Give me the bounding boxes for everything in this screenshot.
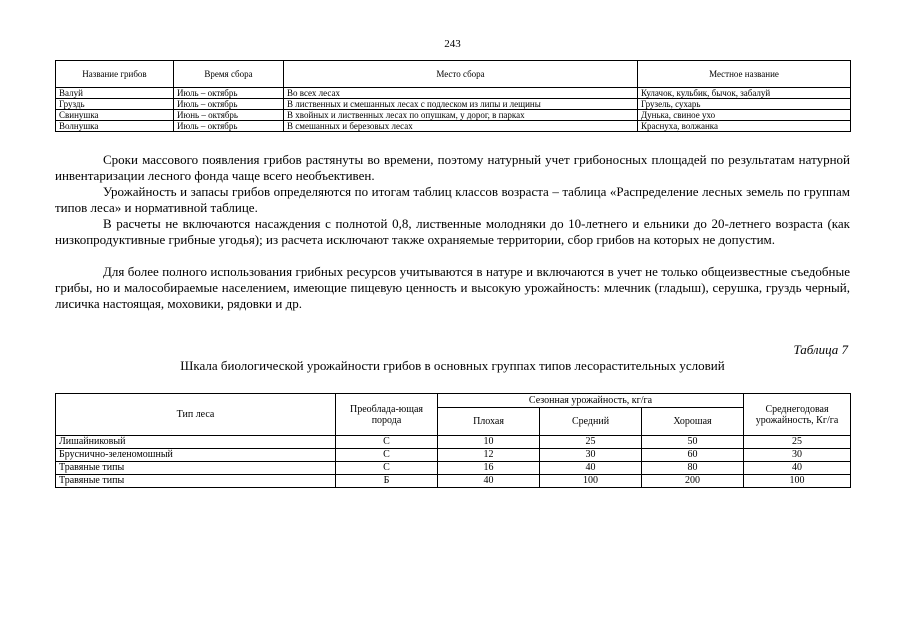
table-header-row: [56, 61, 851, 88]
header-medium: Средний: [540, 408, 642, 436]
cell: Июль – октябрь: [174, 121, 284, 132]
header-collection-place: Место сбора: [284, 61, 638, 88]
cell: 25: [744, 436, 851, 449]
table-header-row: [56, 394, 851, 408]
table-title: Шкала биологической урожайности грибов в основных группах типов лесорастительных условий: [180, 358, 725, 373]
cell: Грузель, сухарь: [638, 99, 851, 110]
cell: Волнушка: [56, 121, 174, 132]
paragraph-resource-use: Для более полного использования грибных ресурсов учитываются в натуре и включаются в учет не только общеизвестные съедобные грибы, но и малособираемые населением, имеющие пищевую ценность и высокую урожайность: млечник (гладыш), серушка, груздь черный, лисичка настоящая, моховики, рядовки и др.: [55, 264, 850, 311]
cell: Б: [336, 475, 438, 488]
paragraph-yield-stocks: Урожайность и запасы грибов определяются по итогам таблиц классов возраста – таблица «Распределение лесных земель по группам типов леса» и нормативной таблице.: [55, 184, 850, 215]
page-number: 243: [444, 38, 461, 50]
cell: 40: [744, 462, 851, 475]
cell: Брусничнo-зеленомошный: [56, 449, 336, 462]
cell: 40: [438, 475, 540, 488]
table-row: [56, 110, 851, 121]
header-mushroom-name: Название грибов: [56, 61, 174, 88]
cell: 40: [540, 462, 642, 475]
header-collection-time: Время сбора: [174, 61, 284, 88]
header-dominant-species: Преоблада-ющая порода: [336, 394, 438, 436]
cell: Лишайниковый: [56, 436, 336, 449]
table-row: [56, 449, 851, 462]
cell: 16: [438, 462, 540, 475]
cell: Июнь – октябрь: [174, 110, 284, 121]
paragraph-calculation-exclusions: В расчеты не включаются насаждения с полнотой 0,8, лиственные молодняки до 10-летнего и ельники до 20-летнего возраста (как низкопродуктивные грибные угодья); из расчета исключают также охраняемые территории, сбор грибов на которых не допустим.: [55, 216, 850, 247]
cell: Свинушка: [56, 110, 174, 121]
cell: В хвойных и лиственных лесах по опушкам, у дорог, в парках: [284, 110, 638, 121]
cell: 80: [642, 462, 744, 475]
cell: Июль – октябрь: [174, 88, 284, 99]
mushroom-collection-table: [55, 60, 851, 132]
table-row: [56, 88, 851, 99]
cell: Валуй: [56, 88, 174, 99]
header-good: Хорошая: [642, 408, 744, 436]
table-label: Таблица 7: [793, 342, 848, 357]
cell: С: [336, 449, 438, 462]
cell: Июль – октябрь: [174, 99, 284, 110]
cell: 200: [642, 475, 744, 488]
cell: 10: [438, 436, 540, 449]
header-poor: Плохая: [438, 408, 540, 436]
cell: С: [336, 436, 438, 449]
header-forest-type: Тип леса: [56, 394, 336, 436]
table-row: [56, 475, 851, 488]
cell: Груздь: [56, 99, 174, 110]
cell: 30: [744, 449, 851, 462]
table-row: [56, 462, 851, 475]
paragraph-mass-appearance: Сроки массового появления грибов растянуты во времени, поэтому натурный учет грибоносных площадей по результатам натурной инвентаризации лесного фонда чаще всего необъективен.: [55, 152, 850, 183]
cell: В лиственных и смешанных лесах с подлеском из липы и лещины: [284, 99, 638, 110]
header-average-annual-yield: Среднегодовая урожайность, Кг/га: [744, 394, 851, 436]
cell: 100: [540, 475, 642, 488]
table-row: [56, 121, 851, 132]
cell: В смешанных и березовых лесах: [284, 121, 638, 132]
cell: 25: [540, 436, 642, 449]
header-seasonal-yield: Сезонная урожайность, кг/га: [438, 394, 744, 408]
cell: 30: [540, 449, 642, 462]
cell: Дунька, свиное ухо: [638, 110, 851, 121]
table-row: [56, 436, 851, 449]
cell: 100: [744, 475, 851, 488]
cell: Травяные типы: [56, 462, 336, 475]
cell: Краснуха, волжанка: [638, 121, 851, 132]
cell: 50: [642, 436, 744, 449]
table-row: [56, 99, 851, 110]
header-local-name: Местное название: [638, 61, 851, 88]
cell: С: [336, 462, 438, 475]
cell: Травяные типы: [56, 475, 336, 488]
cell: 60: [642, 449, 744, 462]
yield-scale-table: [55, 393, 851, 488]
cell: Кулачок, кульбик, бычок, забалуй: [638, 88, 851, 99]
cell: Во всех лесах: [284, 88, 638, 99]
cell: 12: [438, 449, 540, 462]
